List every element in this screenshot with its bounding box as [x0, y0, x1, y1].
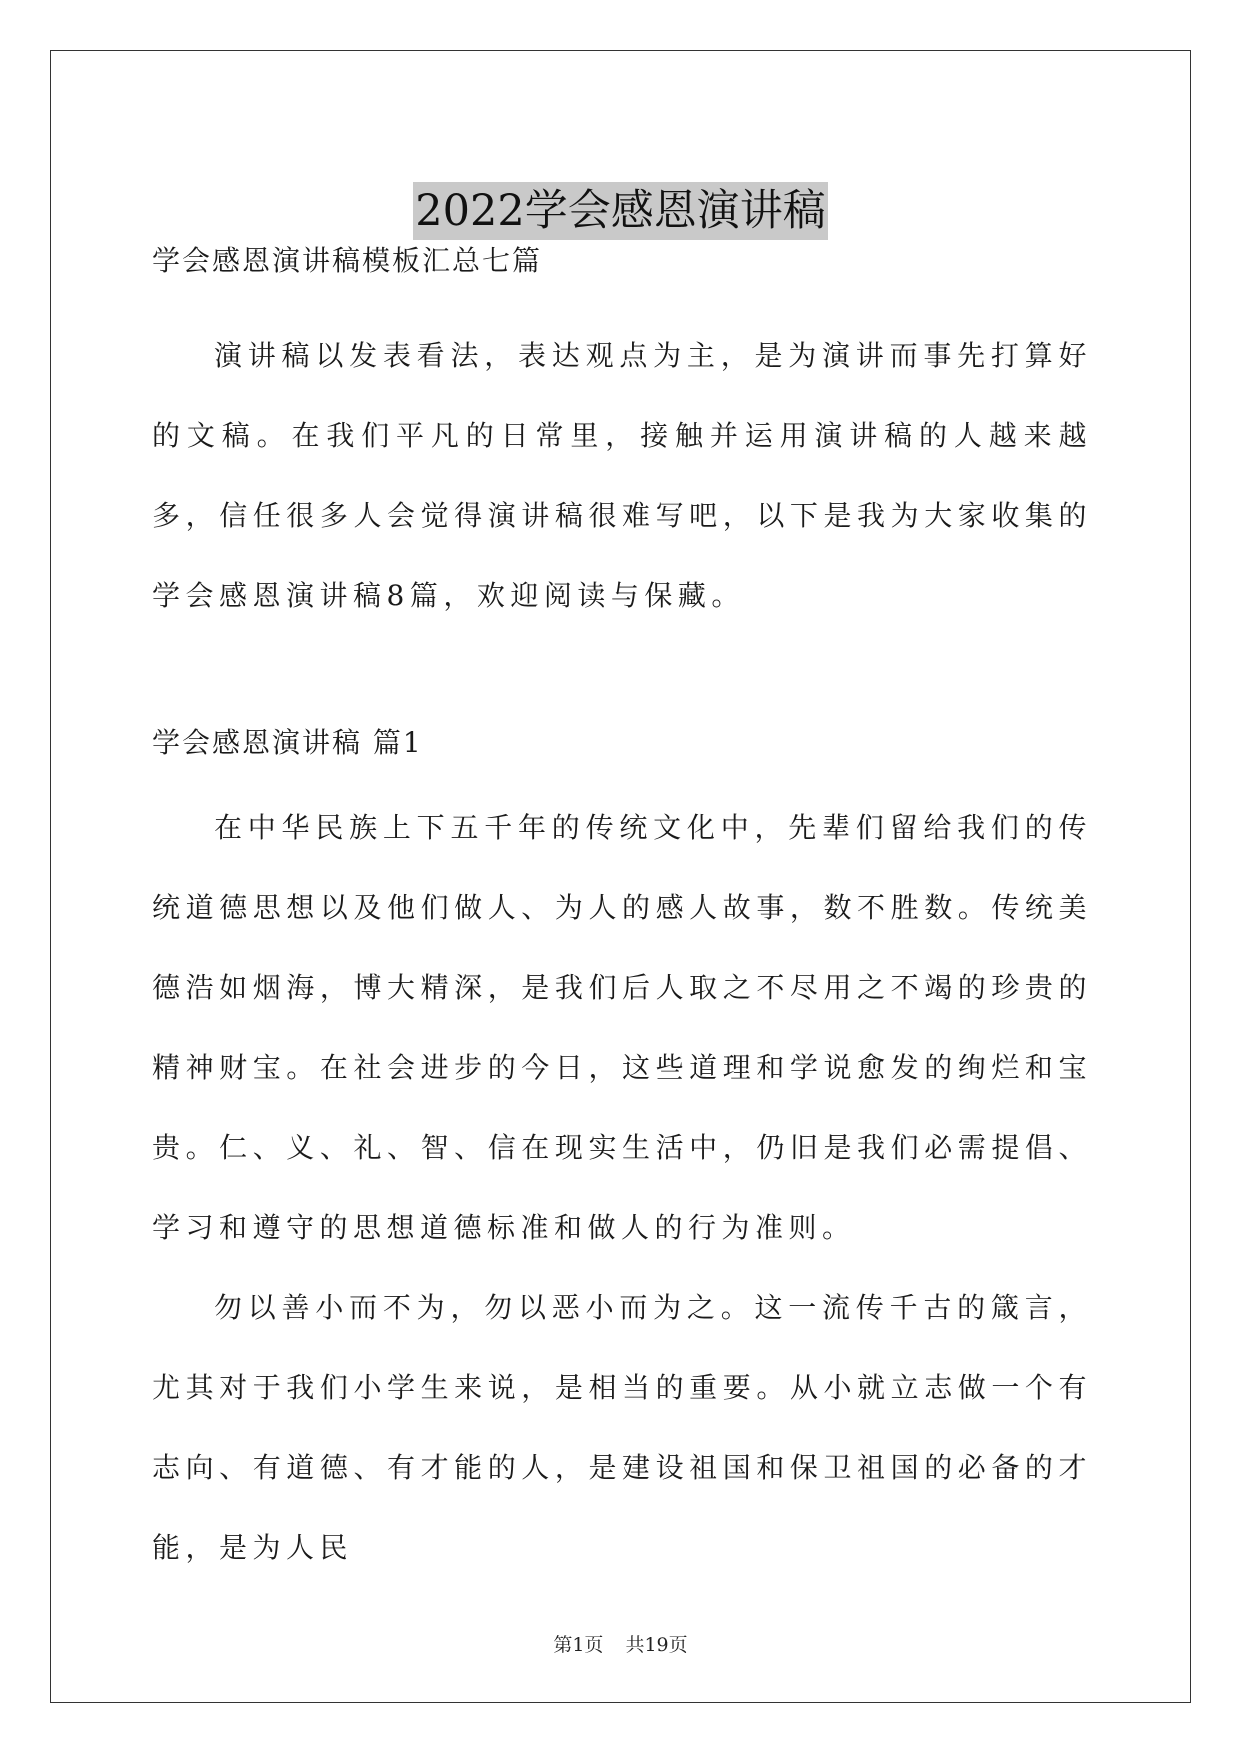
document-body — [152, 236, 1092, 1588]
page-total: 共19页 — [625, 1634, 688, 1656]
page-number: 第1页 — [553, 1634, 604, 1656]
body-paragraph-1: 在中华民族上下五千年的传统文化中，先辈们留给我们的传统道德思想以及他们做人、为人的感人故事，数不胜数。传统美德浩如烟海，博大精深，是我们后人取之不尽用之不竭的珍贵的精神财宝。在社会进步的今日，这些道理和学说愈发的绚烂和宝贵。仁、义、礼、智、信在现实生活中，仍旧是我们必需提倡、学习和遵守的思想道德标准和做人的行为准则。 — [152, 811, 1092, 1244]
section-heading: 学会感恩演讲稿 篇1 — [152, 726, 423, 759]
document-subtitle: 学会感恩演讲稿模板汇总七篇 — [152, 244, 543, 277]
intro-paragraph: 演讲稿以发表看法，表达观点为主，是为演讲而事先打算好的文稿。在我们平凡的日常里，接触并运用演讲稿的人越来越多，信任很多人会觉得演讲稿很难写吧，以下是我为大家收集的学会感恩演讲稿8篇，欢迎阅读与保藏。 — [152, 339, 1092, 612]
body-paragraph-2: 勿以善小而不为，勿以恶小而为之。这一流传千古的箴言，尤其对于我们小学生来说，是相当的重要。从小就立志做一个有志向、有道德、有才能的人，是建设祖国和保卫祖国的必备的才能，是为人民 — [152, 1291, 1092, 1564]
document-title: 2022学会感恩演讲稿 — [413, 182, 827, 240]
page-footer — [0, 1630, 1241, 1657]
